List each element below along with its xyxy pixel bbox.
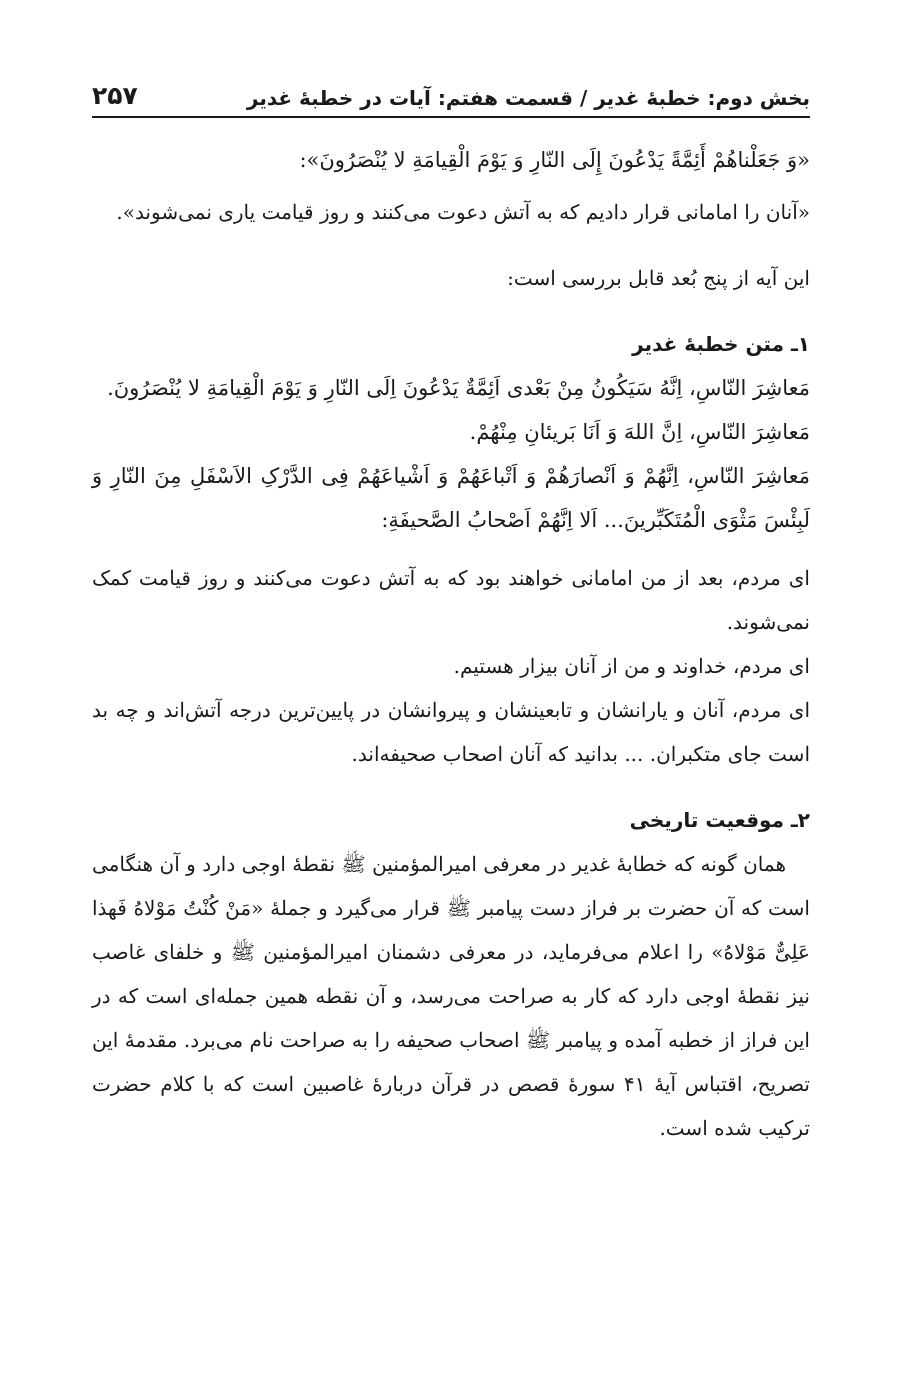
book-page	[92, 60, 810, 1150]
sermon-arabic-line-3: مَعاشِرَ النّاسِ، اِنَّهُمْ وَ اَنْصارَهُمْ وَ اَتْباعَهُمْ وَ اَشْیاعَهُمْ فِی الدَّرْکِ الاَسْفَلِ مِنَ النّارِ وَ لَبِئْسَ مَثْوَی الْمُتَکَبِّرینَ... اَلا اِنَّهُمْ اَصْحابُ الصَّحیفَةِ:	[92, 464, 810, 532]
page-header	[92, 60, 810, 118]
sermon-arabic-line-1: مَعاشِرَ النّاسِ، اِنَّهُ سَیَکُونُ مِنْ بَعْدی اَئِمَّةٌ یَدْعُونَ اِلَی النّارِ وَ یَوْمَ الْقِیامَةِ لا یُنْصَرُونَ.	[107, 376, 810, 400]
section-1-heading: ۱ـ متن خطبهٔ غدیر	[632, 332, 810, 356]
section-2-heading: ۲ـ موقعیت تاریخی	[629, 808, 810, 832]
page-content	[92, 118, 810, 1150]
intro-lead: این آیه از پنج بُعد قابل بررسی است:	[507, 266, 810, 290]
running-title: بخش دوم: خطبهٔ غدیر / قسمت هفتم: آیات در خطبهٔ غدیر	[246, 86, 810, 110]
sermon-persian-line-1: ای مردم، بعد از من امامانی خواهند بود که به آتش دعوت می‌کنند و روز قیامت کمک نمی‌شوند.	[92, 566, 810, 634]
page-number: ۲۵۷	[92, 81, 138, 110]
quran-verse: «وَ جَعَلْناهُمْ أَئِمَّةً یَدْعُونَ إِلَی النّارِ وَ یَوْمَ الْقِیامَةِ لا یُنْصَرُونَ»:	[299, 148, 810, 172]
sermon-persian-line-3: ای مردم، آنان و یارانشان و تابعینشان و پیروانشان در پایین‌ترین درجه آتش‌اند و چه بد است جای متکبران. ... بدانید که آنان اصحاب صحیفه‌اند.	[92, 698, 810, 766]
verse-translation: «آنان را امامانی قرار دادیم که به آتش دعوت می‌کنند و روز قیامت یاری نمی‌شوند».	[116, 200, 810, 224]
sermon-persian-line-2: ای مردم، خداوند و من از آنان بیزار هستیم.	[453, 654, 810, 678]
section-2-body: همان گونه که خطابهٔ غدیر در معرفی امیرالمؤمنین ﷺ نقطهٔ اوجی دارد و آن هنگامی است که آن حضرت بر فراز دست پیامبر ﷺ قرار می‌گیرد و جملهٔ «مَنْ کُنْتُ مَوْلاهُ فَهذا عَلِیٌّ مَوْلاهُ» را اعلام می‌فرماید، در معرفی دشمنان امیرالمؤمنین ﷺ و خلفای غاصب نیز نقطهٔ اوجی دارد که کار به صراحت می‌رسد، و آن نقطه همین جمله‌ای است که در این فراز از خطبه آمده و پیامبر ﷺ اصحاب صحیفه را به صراحت نام می‌برد. مقدمهٔ این تصریح، اقتباس آیهٔ ۴۱ سورهٔ قصص در قرآن دربارهٔ غاصبین است که با کلام حضرت ترکیب شده است.	[92, 852, 810, 1140]
sermon-arabic-line-2: مَعاشِرَ النّاسِ، اِنَّ اللهَ وَ اَنَا بَریئانِ مِنْهُمْ.	[469, 420, 810, 444]
